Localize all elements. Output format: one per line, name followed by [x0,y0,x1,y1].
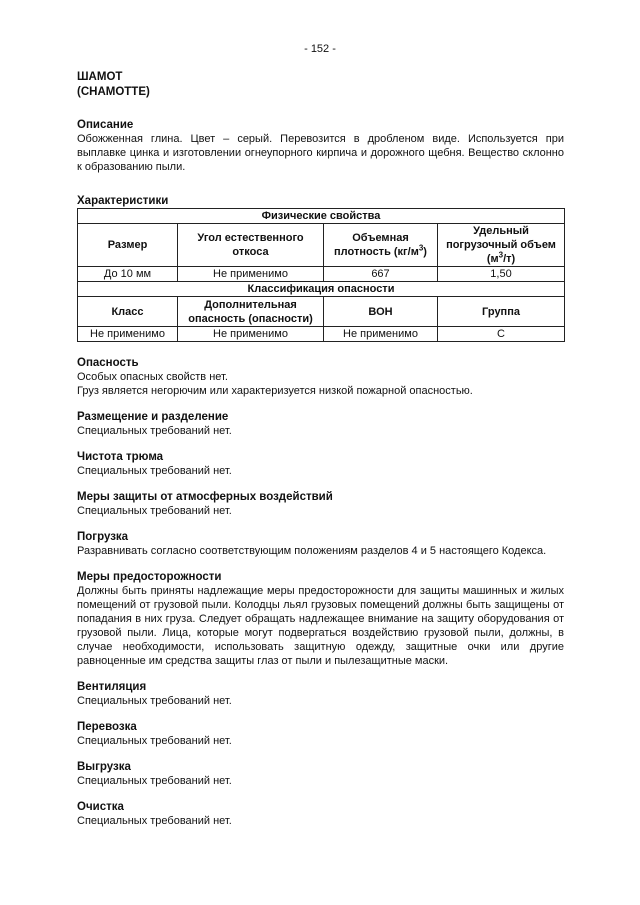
section-text: Специальных требований нет. [77,505,232,517]
characteristics-section [77,194,564,342]
section-text: Специальных требований нет. [77,465,232,477]
section-precautions [77,570,564,668]
description-heading: Описание [77,119,134,131]
haz-value-group: С [438,327,565,342]
section-loading [77,530,564,558]
section-hold-cleanliness [77,450,564,478]
characteristics-heading: Характеристики [77,195,169,207]
phys-value-angle: Не применимо [178,267,324,282]
section-text: Груз является негорючим или характеризуется низкой пожарной опасностью. [77,385,473,397]
section-heading: Выгрузка [77,761,131,773]
section-heading: Меры защиты от атмосферных воздействий [77,491,333,503]
section-heading: Чистота трюма [77,451,164,463]
section-stowage-segregation [77,410,564,438]
section-discharge [77,760,564,788]
section-text: Должны быть приняты надлежащие меры предосторожности для защиты машинных и жилых помещений от грузовой пыли. Колодцы льял грузовых помещений должны быть защищены от попадания в них груза. Следует обращать надлежащее внимание на защиту оборудования от грузовой пыли. Лица, которые могут подвергаться воздействию грузовой пыли, должны, в случае необходимости, использовать защитную одежду, защитные очки или другие равноценные им средства защиты глаз от пыли и пылезащитные маски. [77,585,564,667]
haz-header-group: Группа [438,297,565,327]
section-text: Специальных требований нет. [77,815,232,827]
haz-value-mhb: Не применимо [324,327,438,342]
section-clean-up [77,800,564,828]
haz-header-class: Класс [78,297,178,327]
haz-header-subsidiary: Дополнительная опасность (опасности) [178,297,324,327]
phys-header-density: Объемная плотность $(кг/м^3)$ [324,224,438,267]
phys-header-size: Размер [78,224,178,267]
section-hazard [77,356,564,398]
phys-header-stowage: Удельный погрузочный объем $(м^3/т)$ [438,224,565,267]
document-body [77,70,564,828]
page-number: - 152 - [304,43,336,55]
cargo-title-en: (CHAMOTTE) [77,86,150,98]
section-text: Специальных требований нет. [77,735,232,747]
phys-value-density: 667 [324,267,438,282]
section-text: Специальных требований нет. [77,695,232,707]
phys-value-size: До 10 мм [78,267,178,282]
section-heading: Очистка [77,801,124,813]
section-text: Специальных требований нет. [77,425,232,437]
section-text: Специальных требований нет. [77,775,232,787]
section-heading: Погрузка [77,531,129,543]
description-text: Обожженная глина. Цвет – серый. Перевозится в дробленом виде. Используется при выплавке цинка и изготовлении огнеупорного кирпича и дорожного щебня. Вещество склонно к образованию пыли. [77,133,564,173]
section-heading: Перевозка [77,721,137,733]
section-heading: Размещение и разделение [77,411,229,423]
cargo-title-ru: ШАМОТ [77,71,123,83]
section-heading: Меры предосторожности [77,571,222,583]
section-heading: Вентиляция [77,681,147,693]
section-weather-precautions [77,490,564,518]
section-text: Разравнивать согласно соответствующим положениям разделов 4 и 5 настоящего Кодекса. [77,545,547,557]
phys-header-angle: Угол естественного откоса [178,224,324,267]
characteristics-table [77,208,565,342]
section-ventilation [77,680,564,708]
physical-properties-title: Физические свойства [78,209,565,224]
section-carriage [77,720,564,748]
haz-value-subsidiary: Не применимо [178,327,324,342]
haz-header-mhb: ВОН [324,297,438,327]
hazard-classification-title: Классификация опасности [78,282,565,297]
section-text: Особых опасных свойств нет. [77,371,228,383]
haz-value-class: Не применимо [78,327,178,342]
phys-value-stowage: 1,50 [438,267,565,282]
section-heading: Опасность [77,357,139,369]
description-section [77,118,564,174]
